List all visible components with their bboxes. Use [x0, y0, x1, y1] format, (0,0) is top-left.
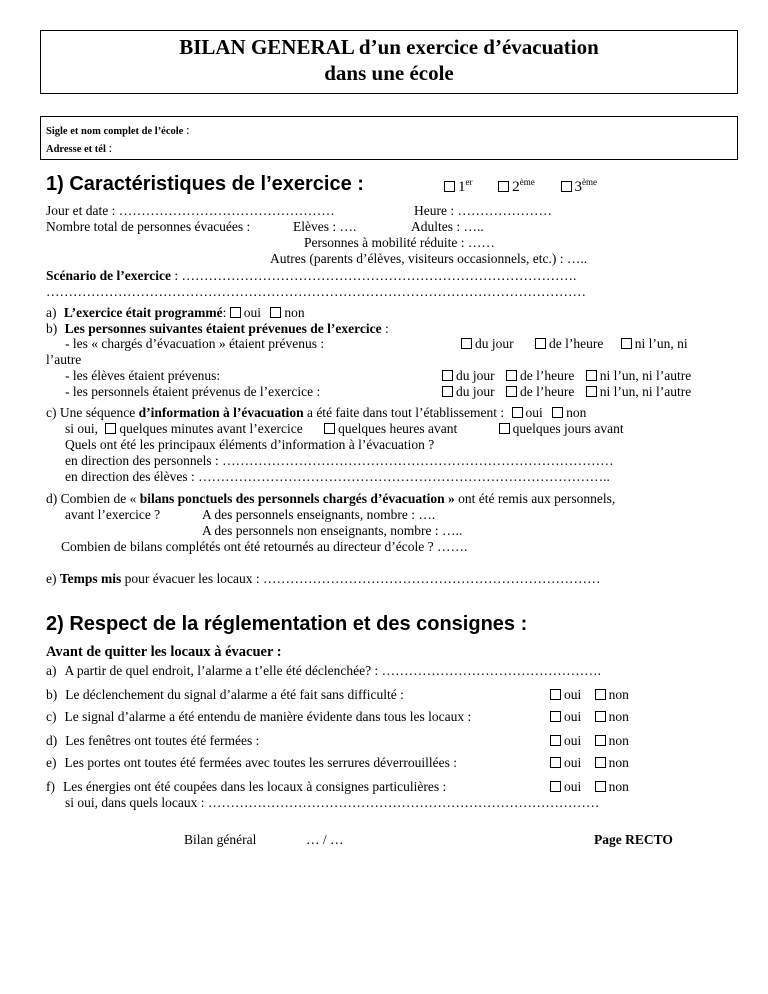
- date-field[interactable]: Jour et date : …………………………………………: [46, 203, 335, 218]
- b-charges-options: [461, 336, 688, 352]
- checkbox-du-jour[interactable]: du jour: [442, 368, 495, 383]
- scenario-line-2[interactable]: …………………………………………………………………………………………………………: [46, 284, 586, 299]
- checkbox-heures-avant[interactable]: quelques heures avant: [324, 421, 457, 436]
- c-personnels-field[interactable]: en direction des personnels : ……………………………………………………………………………: [65, 453, 614, 468]
- checkbox-icon: [595, 735, 606, 746]
- school-name-label: Sigle et nom complet de l’école: [46, 126, 184, 137]
- footer-page-number: … / …: [306, 832, 344, 847]
- question-d-label: bilans ponctuels des personnels chargés d’évacuation »: [139, 491, 455, 506]
- checkbox-icon: [550, 781, 561, 792]
- checkbox-icon: [621, 338, 632, 349]
- b-charges-evacuation-label: - les « chargés d’évacuation » étaient prévenus :: [65, 336, 325, 351]
- checkbox-icon: [586, 386, 597, 397]
- checkbox-non[interactable]: non: [595, 779, 629, 794]
- question-e-label: Temps mis: [59, 571, 122, 586]
- checkbox-du-jour[interactable]: du jour: [442, 384, 495, 399]
- hour-field[interactable]: Heure : …………………: [414, 203, 552, 218]
- s2-item-c: c) Le signal d’alarme a été entendu de manière évidente dans tous les locaux :: [46, 709, 472, 724]
- adults-count-field[interactable]: Adultes : …..: [411, 219, 484, 234]
- footer-left: Bilan général: [184, 832, 257, 847]
- d-non-enseignants-field[interactable]: A des personnels non enseignants, nombre : …..: [202, 523, 463, 538]
- scenario-dots: : …………………………………………………………………………….: [170, 268, 577, 283]
- school-address-field[interactable]: [46, 140, 112, 156]
- checkbox-icon: [506, 370, 517, 381]
- b-l-autre-wrap: l’autre: [46, 352, 82, 367]
- checkbox-icon: [550, 711, 561, 722]
- checkbox-ni-un-ni-autre[interactable]: ni l’un, ni l’autre: [586, 384, 691, 399]
- total-evacuated-label: Nombre total de personnes évacuées :: [46, 219, 251, 234]
- school-name-colon: :: [185, 122, 190, 137]
- checkbox-icon: [595, 781, 606, 792]
- reduced-mobility-field[interactable]: Personnes à mobilité réduite : ……: [304, 235, 495, 250]
- checkbox-de-heure[interactable]: de l’heure: [535, 336, 603, 351]
- checkbox-icon: [595, 711, 606, 722]
- question-e-temps[interactable]: e) Temps mis pour évacuer les locaux : …………………………………………………………………: [46, 571, 601, 586]
- others-count-field[interactable]: Autres (parents d’élèves, visiteurs occasionnels, etc.) : …..: [270, 251, 588, 266]
- d-enseignants-field[interactable]: A des personnels enseignants, nombre : ….: [202, 507, 436, 522]
- students-count-field[interactable]: Elèves : ….: [293, 219, 357, 234]
- s2-item-d-options: [550, 733, 629, 749]
- s2-item-e-options: [550, 755, 629, 771]
- s2-item-b: b) Le déclenchement du signal d’alarme a été fait sans difficulté :: [46, 687, 404, 702]
- checkbox-icon: [499, 423, 510, 434]
- checkbox-icon: [586, 370, 597, 381]
- scenario-field[interactable]: [46, 268, 576, 284]
- checkbox-oui[interactable]: oui: [550, 779, 581, 794]
- checkbox-icon: [444, 181, 455, 192]
- checkbox-icon: [230, 307, 241, 318]
- checkbox-icon: [552, 407, 563, 418]
- checkbox-icon: [550, 735, 561, 746]
- title-line-2: dans une école: [324, 61, 454, 85]
- question-b-prevenues: b) Les personnes suivantes étaient prévenues de l’exercice :: [46, 321, 389, 336]
- checkbox-ni-un-ni-autre[interactable]: ni l’un, ni l’autre: [586, 368, 691, 383]
- scenario-label: Scénario de l’exercice: [46, 268, 171, 283]
- checkbox-oui[interactable]: oui: [230, 305, 261, 320]
- checkbox-ni-un-ni-autre[interactable]: ni l’un, ni: [621, 336, 688, 351]
- checkbox-de-heure[interactable]: de l’heure: [506, 384, 574, 399]
- checkbox-icon: [324, 423, 335, 434]
- checkbox-non[interactable]: non: [595, 755, 629, 770]
- title-line-1: BILAN GENERAL d’un exercice d’évacuation: [179, 35, 599, 59]
- checkbox-icon: [442, 386, 453, 397]
- exercise-number-options: [444, 177, 597, 196]
- checkbox-non[interactable]: non: [552, 405, 586, 420]
- checkbox-icon: [442, 370, 453, 381]
- question-a-label: L’exercice était programmé: [63, 305, 223, 320]
- d-avant-exercice: avant l’exercice ?: [65, 507, 161, 522]
- b-personnels-label: - les personnels étaient prévenus de l’exercice :: [65, 384, 321, 399]
- section-2-subheading: Avant de quitter les locaux à évacuer :: [46, 644, 282, 660]
- checkbox-icon: [506, 386, 517, 397]
- s2-item-d: d) Les fenêtres ont toutes été fermées :: [46, 733, 260, 748]
- checkbox-oui[interactable]: oui: [550, 709, 581, 724]
- checkbox-icon: [498, 181, 509, 192]
- s2-item-c-options: [550, 709, 629, 725]
- checkbox-oui[interactable]: oui: [512, 405, 543, 420]
- s2-item-f-options: [550, 779, 629, 795]
- school-address-label: Adresse et tél: [46, 144, 106, 155]
- checkbox-non[interactable]: non: [595, 687, 629, 702]
- question-c-label: d’information à l’évacuation: [138, 405, 304, 420]
- checkbox-oui[interactable]: oui: [550, 687, 581, 702]
- checkbox-jours-avant[interactable]: quelques jours avant: [499, 421, 624, 436]
- s2-item-e: e) Les portes ont toutes été fermées avec toutes les serrures déverrouillées :: [46, 755, 457, 770]
- checkbox-icon: [595, 757, 606, 768]
- checkbox-non[interactable]: non: [595, 709, 629, 724]
- checkbox-icon: [550, 757, 561, 768]
- checkbox-oui[interactable]: oui: [550, 733, 581, 748]
- c-eleves-field[interactable]: en direction des élèves : ………………………………………………………………………………..: [65, 469, 610, 484]
- page-title: [40, 34, 738, 86]
- option-2eme[interactable]: 2ème: [498, 179, 535, 195]
- checkbox-non[interactable]: non: [595, 733, 629, 748]
- b-personnels-options: [442, 384, 691, 400]
- section-2-heading: 2) Respect de la réglementation et des consignes :: [46, 613, 528, 635]
- checkbox-icon: [535, 338, 546, 349]
- school-name-field[interactable]: [46, 122, 190, 138]
- checkbox-icon: [512, 407, 523, 418]
- s2-item-f: f) Les énergies ont été coupées dans les locaux à consignes particulières :: [46, 779, 447, 794]
- option-3eme[interactable]: 3ème: [561, 179, 598, 195]
- checkbox-icon: [595, 689, 606, 700]
- s2-item-a[interactable]: a) A partir de quel endroit, l’alarme a t’elle été déclenchée? : ………………………………………….: [46, 663, 601, 678]
- option-1er[interactable]: 1er: [444, 179, 473, 195]
- section-1-heading: 1) Caractéristiques de l’exercice :: [46, 173, 364, 195]
- s2-item-b-options: [550, 687, 629, 703]
- school-address-colon: :: [108, 140, 113, 155]
- b-eleves-options: [442, 368, 691, 384]
- s2-item-f-locaux-field[interactable]: si oui, dans quels locaux : ……………………………………………………………………………: [65, 795, 600, 810]
- question-b-label: Les personnes suivantes étaient prévenues de l’exercice: [64, 321, 382, 336]
- checkbox-icon: [270, 307, 281, 318]
- checkbox-icon: [561, 181, 572, 192]
- question-a-programmed: a) L’exercice était programmé: oui non: [46, 305, 305, 320]
- checkbox-icon: [461, 338, 472, 349]
- d-combien-retournes-field[interactable]: Combien de bilans complétés ont été retournés au directeur d’école ? …….: [61, 539, 468, 554]
- checkbox-minutes-avant[interactable]: quelques minutes avant l’exercice: [105, 421, 302, 436]
- c-timing-options: si oui, quelques minutes avant l’exercice quelques heures avant quelques jours avant: [65, 421, 624, 436]
- checkbox-oui[interactable]: oui: [550, 755, 581, 770]
- checkbox-non[interactable]: non: [270, 305, 304, 320]
- checkbox-de-heure[interactable]: de l’heure: [506, 368, 574, 383]
- question-d-bilans: d) Combien de « bilans ponctuels des personnels chargés d’évacuation » ont été remis aux personnels,: [46, 491, 616, 506]
- question-c-information: c) Une séquence d’information à l’évacuation a été faite dans tout l’établissement : oui non: [46, 405, 587, 420]
- c-quels-elements: Quels ont été les principaux éléments d’information à l’évacuation ?: [65, 437, 435, 452]
- checkbox-icon: [105, 423, 116, 434]
- footer-page-recto: Page RECTO: [594, 832, 673, 847]
- checkbox-icon: [550, 689, 561, 700]
- checkbox-du-jour[interactable]: du jour: [461, 336, 514, 351]
- b-eleves-label: - les élèves étaient prévenus:: [65, 368, 221, 383]
